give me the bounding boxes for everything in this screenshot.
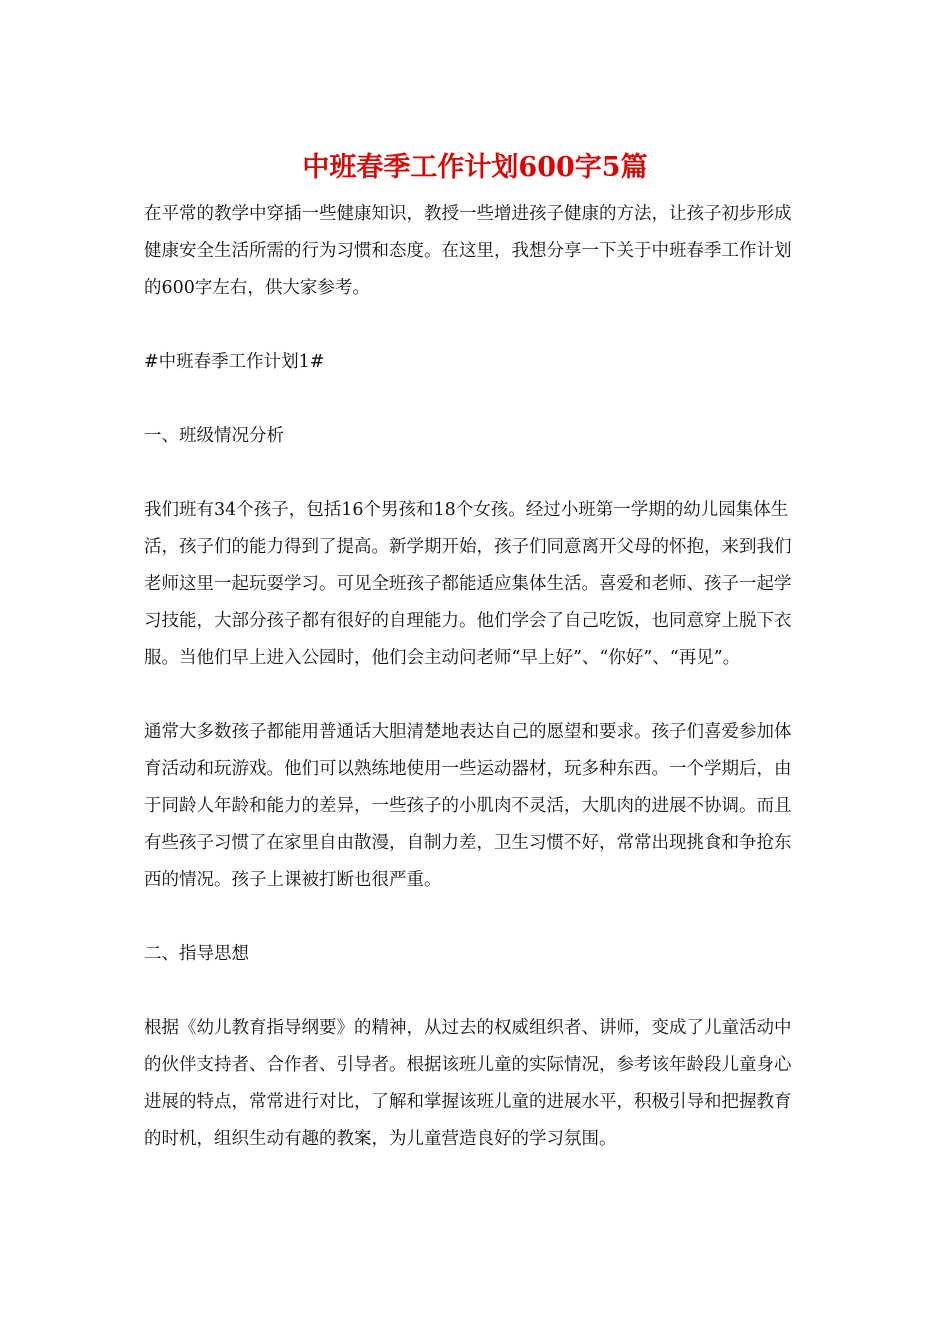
heading-class-analysis: 一、班级情况分析 [144,426,284,446]
section-marker: #中班春季工作计划1# [144,352,325,372]
paragraph-gap [144,307,804,344]
document-title: 中班春季工作计划600字5篇 [302,152,648,183]
document-body [144,196,804,1158]
paragraph-class-situation: 我们班有34个孩子，包括16个男孩和18个女孩。经过小班第一学期的幼儿园集体生活，孩子们的能力得到了提高。新学期开始，孩子们同意离开父母的怀抱，来到我们老师这里一起玩耍学习。可见全班孩子都能适应集体生活。喜爱和老师、孩子一起学习技能，大部分孩子都有很好的自理能力。他们学会了自己吃饭，也同意穿上脱下衣服。当他们早上进入公园时，他们会主动问老师“早上好”、“你好”、“再见”。 [144,500,792,668]
paragraph-gap [144,899,804,936]
heading-guiding-ideology: 二、指导思想 [144,944,249,964]
paragraph-gap [144,455,804,492]
paragraph-gap [144,677,804,714]
paragraph-gap [144,381,804,418]
paragraph-gap [144,973,804,1010]
paragraph-guiding-ideology: 根据《幼儿教育指导纲要》的精神，从过去的权威组织者、讲师，变成了儿童活动中的伙伴支持者、合作者、引导者。根据该班儿童的实际情况，参考该年龄段儿童身心进展的特点，常常进行对比，了解和掌握该班儿童的进展水平，积极引导和把握教育的时机，组织生动有趣的教案，为儿童营造良好的学习氛围。 [144,1018,792,1149]
intro-paragraph: 在平常的教学中穿插一些健康知识，教授一些增进孩子健康的方法，让孩子初步形成健康安全生活所需的行为习惯和态度。在这里，我想分享一下关于中班春季工作计划的600字左右，供大家参考。 [144,204,792,298]
paragraph-children-abilities: 通常大多数孩子都能用普通话大胆清楚地表达自己的愿望和要求。孩子们喜爱参加体育活动和玩游戏。他们可以熟练地使用一些运动器材，玩多种东西。一个学期后，由于同龄人年龄和能力的差异，一些孩子的小肌肉不灵活，大肌肉的进展不协调。而且有些孩子习惯了在家里自由散漫，自制力差，卫生习惯不好，常常出现挑食和争抢东西的情况。孩子上课被打断也很严重。 [144,722,792,890]
